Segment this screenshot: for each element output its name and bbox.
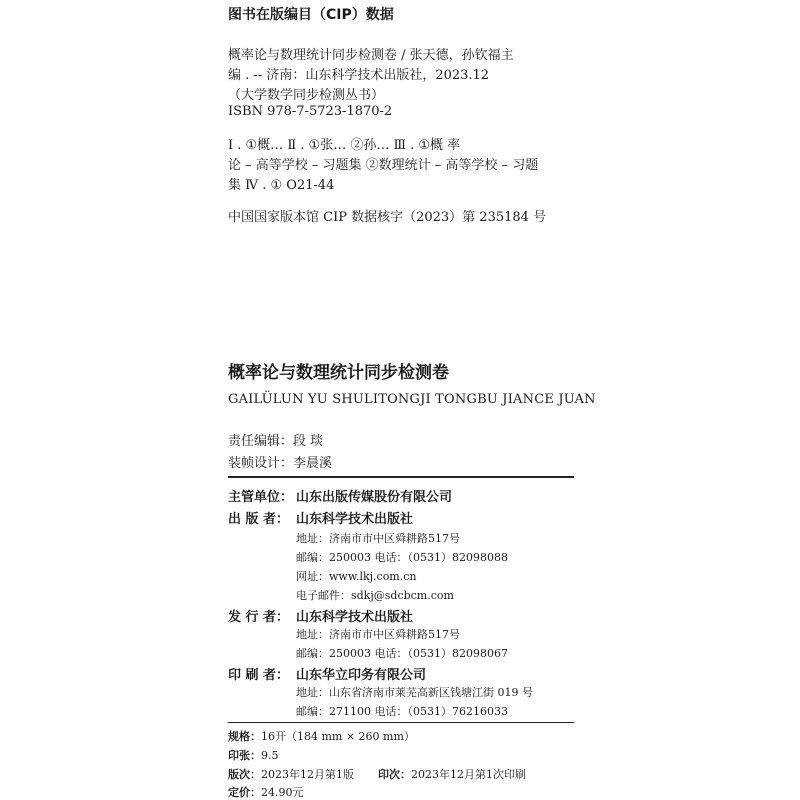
distributor-label: 发 行 者： [228, 610, 290, 625]
distributor-address: 地址：济南市市中区舜耕路517号 [296, 628, 460, 641]
cip-line: 论 – 高等学校 – 习题集 ②数理统计 – 高等学校 – 习题 [228, 158, 539, 173]
sponsor-label: 主管单位： [228, 490, 294, 505]
price-spec [228, 784, 304, 800]
editor-credit: 责任编辑：段 琰 [228, 434, 324, 449]
sponsor-value: 山东出版传媒股份有限公司 [296, 490, 453, 505]
cip-line: 概率论与数理统计同步检测卷 / 张天德，孙钦福主 [228, 48, 514, 63]
divider-rule [228, 722, 574, 723]
cip-line: 编 . -- 济南：山东科学技术出版社，2023.12 [228, 68, 490, 83]
publisher-email: 电子邮件：sdkj@sdcbcm.com [296, 589, 454, 602]
printer-label: 印 刷 者： [228, 668, 290, 683]
publisher-phone: 邮编：250003 电话：（0531）82098088 [296, 551, 508, 564]
sheets-value: 9.5 [261, 749, 279, 762]
format-label: 规格： [228, 730, 261, 743]
edition-label: 版次： [228, 768, 261, 781]
book-title-en: GAILÜLUN YU SHULITONGJI TONGBU JIANCE JUAN [228, 392, 596, 407]
printer-address: 地址：山东省济南市莱芜高新区钱塘江街 019 号 [296, 686, 533, 699]
sheets-label: 印张： [228, 749, 261, 762]
distributor-phone: 邮编：250003 电话：（0531）82098067 [296, 647, 508, 660]
printing-value: 2023年12月第1次印刷 [411, 768, 526, 781]
printing-spec [378, 766, 526, 782]
publisher-label: 出 版 者： [228, 512, 290, 527]
book-title-cn: 概率论与数理统计同步检测卷 [228, 363, 449, 383]
cip-line: Ⅰ . ①概… Ⅱ . ①张… ②孙… Ⅲ . ①概 率 [228, 138, 461, 153]
publisher-value: 山东科学技术出版社 [296, 512, 414, 527]
price-label: 定价： [228, 786, 261, 799]
cip-number: 中国国家版本馆 CIP 数据核字（2023）第 235184 号 [228, 210, 547, 225]
publisher-website: 网址：www.lkj.com.cn [296, 570, 417, 583]
divider-rule [228, 476, 574, 478]
cip-header: 图书在版编目（CIP）数据 [228, 7, 394, 23]
price-value: 24.90元 [261, 786, 304, 799]
cip-line: ISBN 978-7-5723-1870-2 [228, 104, 393, 119]
format-value: 16开（184 mm × 260 mm） [261, 730, 415, 743]
cip-line: 集 Ⅳ . ① O21-44 [228, 178, 335, 193]
sheets-spec [228, 747, 279, 763]
printer-value: 山东华立印务有限公司 [296, 668, 427, 683]
edition-spec [228, 766, 354, 782]
publisher-address: 地址：济南市市中区舜耕路517号 [296, 532, 460, 545]
designer-credit: 装帧设计：李晨溪 [228, 456, 333, 471]
edition-value: 2023年12月第1版 [261, 768, 354, 781]
printing-label: 印次： [378, 768, 411, 781]
format-spec [228, 728, 415, 744]
cip-line: （大学数学同步检测丛书） [228, 88, 385, 103]
distributor-value: 山东科学技术出版社 [296, 610, 414, 625]
printer-phone: 邮编：271100 电话：（0531）76216033 [296, 705, 508, 718]
